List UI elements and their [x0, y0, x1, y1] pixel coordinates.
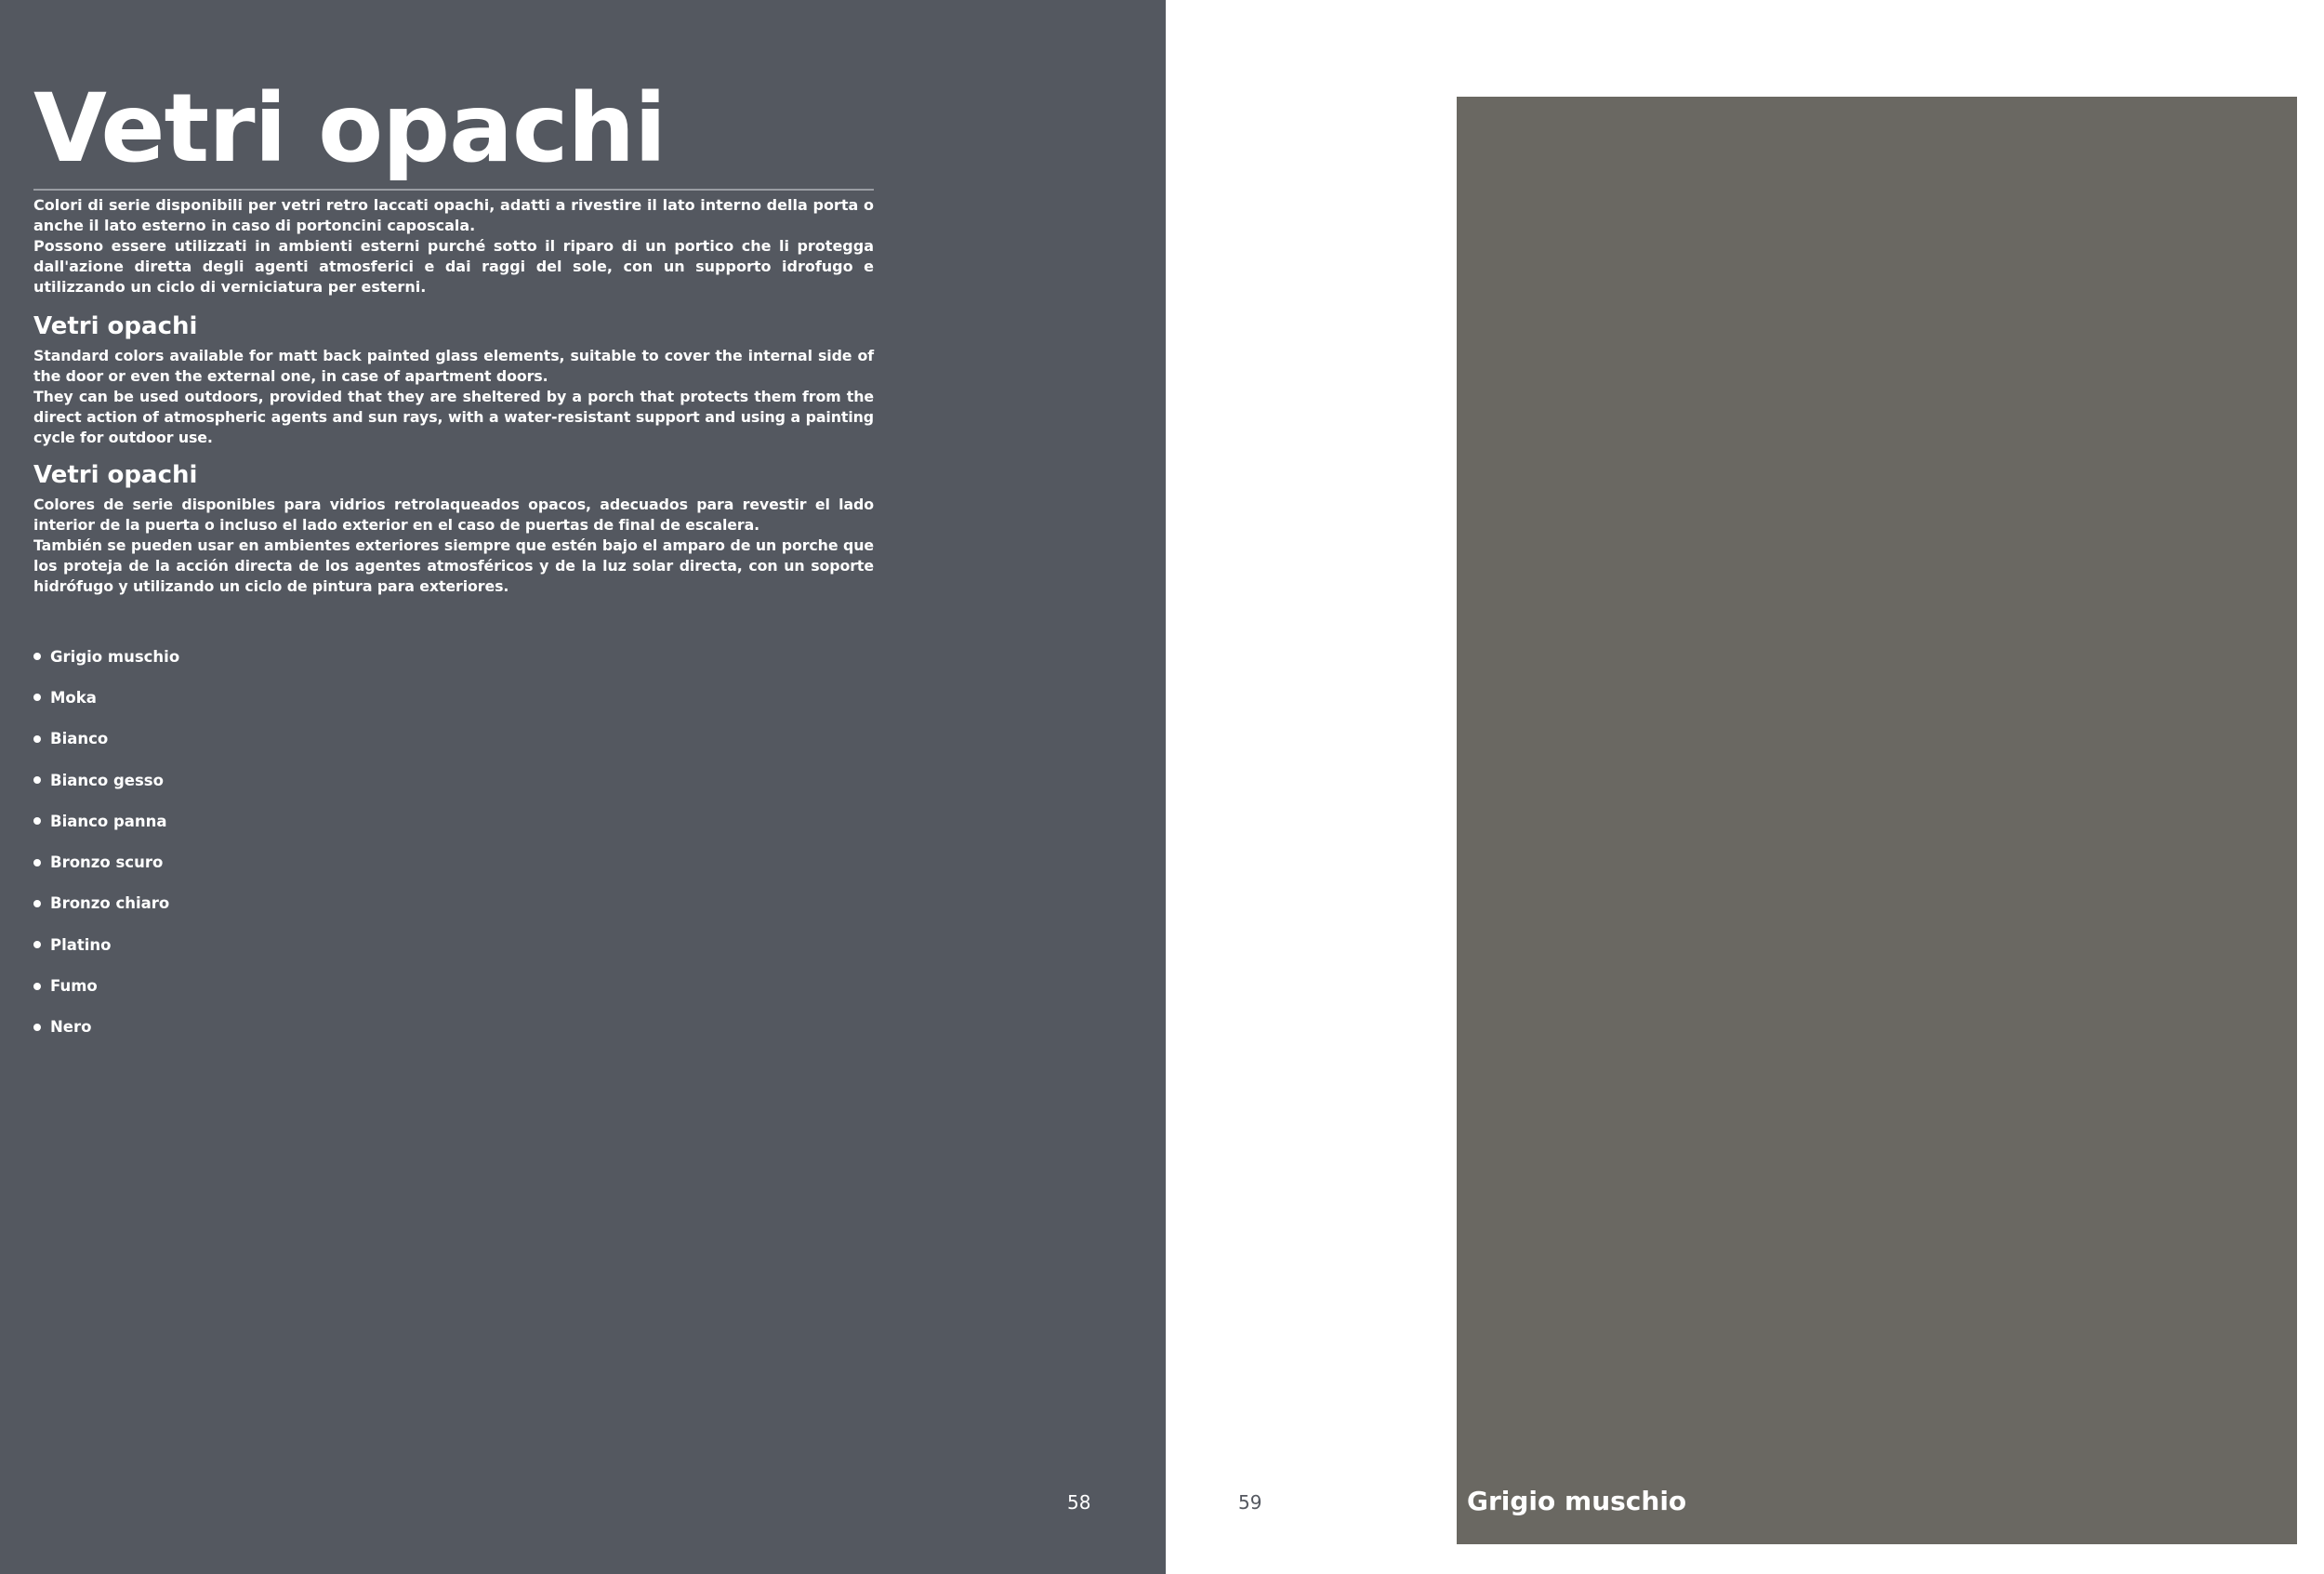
- color-list: [33, 636, 179, 1048]
- bullet-icon: [33, 776, 41, 784]
- bullet-icon: [33, 653, 41, 660]
- color-name: Nero: [50, 1018, 92, 1037]
- bullet-icon: [33, 817, 41, 825]
- bullet-icon: [33, 900, 41, 907]
- spanish-paragraph-2: También se pueden usar en ambientes exteriores siempre que estén bajo el amparo de un porche que los proteja de la acción directa de los agentes atmosféricos y de la luz solar directa, con un soporte hidrófugo y utilizando un ciclo de pintura para exteriores.: [33, 536, 874, 595]
- spanish-heading: Vetri opachi: [33, 461, 198, 489]
- bullet-icon: [33, 859, 41, 866]
- english-paragraph-1: Standard colors available for matt back painted glass elements, suitable to cover the internal side of the door or even the external one, in case of apartment doors.: [33, 347, 874, 385]
- color-name: Bronzo scuro: [50, 853, 164, 872]
- color-name: Bianco panna: [50, 812, 167, 830]
- title-divider: [33, 189, 874, 191]
- color-name: Platino: [50, 935, 112, 954]
- italian-paragraph-2: Possono essere utilizzati in ambienti esterni purché sotto il riparo di un portico che li protegga dall'azione diretta degli agenti atmosferici e dai raggi del sole, con un supporto idrofugo e utilizzando un ciclo di verniciatura per esterni.: [33, 237, 874, 296]
- list-item: [33, 1007, 179, 1048]
- color-name: Fumo: [50, 977, 98, 996]
- color-name: Bianco: [50, 730, 109, 748]
- bullet-icon: [33, 983, 41, 990]
- bullet-icon: [33, 1024, 41, 1031]
- page-number-left: 58: [1067, 1491, 1091, 1514]
- color-name: Bronzo chiaro: [50, 894, 170, 913]
- italian-paragraph-1: Colori di serie disponibili per vetri retro laccati opachi, adatti a rivestire il lato interno della porta o anche il lato esterno in caso di portoncini caposcala.: [33, 196, 874, 234]
- list-item: [33, 636, 179, 677]
- list-item: [33, 841, 179, 882]
- right-page: [1166, 0, 2324, 1574]
- list-item: [33, 883, 179, 924]
- list-item: [33, 965, 179, 1006]
- list-item: [33, 800, 179, 841]
- list-item: [33, 760, 179, 800]
- spanish-paragraph-1: Colores de serie disponibles para vidrios retrolaqueados opacos, adecuados para revestir el lado interior de la puerta o incluso el lado exterior en el caso de puertas de final de escalera.: [33, 496, 874, 534]
- italian-description: [33, 195, 874, 298]
- english-paragraph-2: They can be used outdoors, provided that they are sheltered by a porch that protects them from the direct action of atmospheric agents and sun rays, with a water-resistant support and using a painting cycle for outdoor use.: [33, 388, 874, 446]
- page-title: Vetri opachi: [33, 73, 667, 184]
- english-description: [33, 311, 874, 448]
- page-number-right: 59: [1238, 1491, 1262, 1514]
- color-name: Moka: [50, 688, 97, 707]
- bullet-icon: [33, 694, 41, 701]
- color-name: Bianco gesso: [50, 771, 164, 789]
- list-item: [33, 719, 179, 760]
- bullet-icon: [33, 941, 41, 948]
- spanish-description: [33, 459, 874, 597]
- list-item: [33, 924, 179, 965]
- color-name: Grigio muschio: [50, 647, 180, 666]
- bullet-icon: [33, 735, 41, 743]
- swatch-label: Grigio muschio: [1467, 1486, 1687, 1516]
- english-heading: Vetri opachi: [33, 312, 198, 340]
- list-item: [33, 677, 179, 718]
- color-swatch: [1457, 97, 2297, 1544]
